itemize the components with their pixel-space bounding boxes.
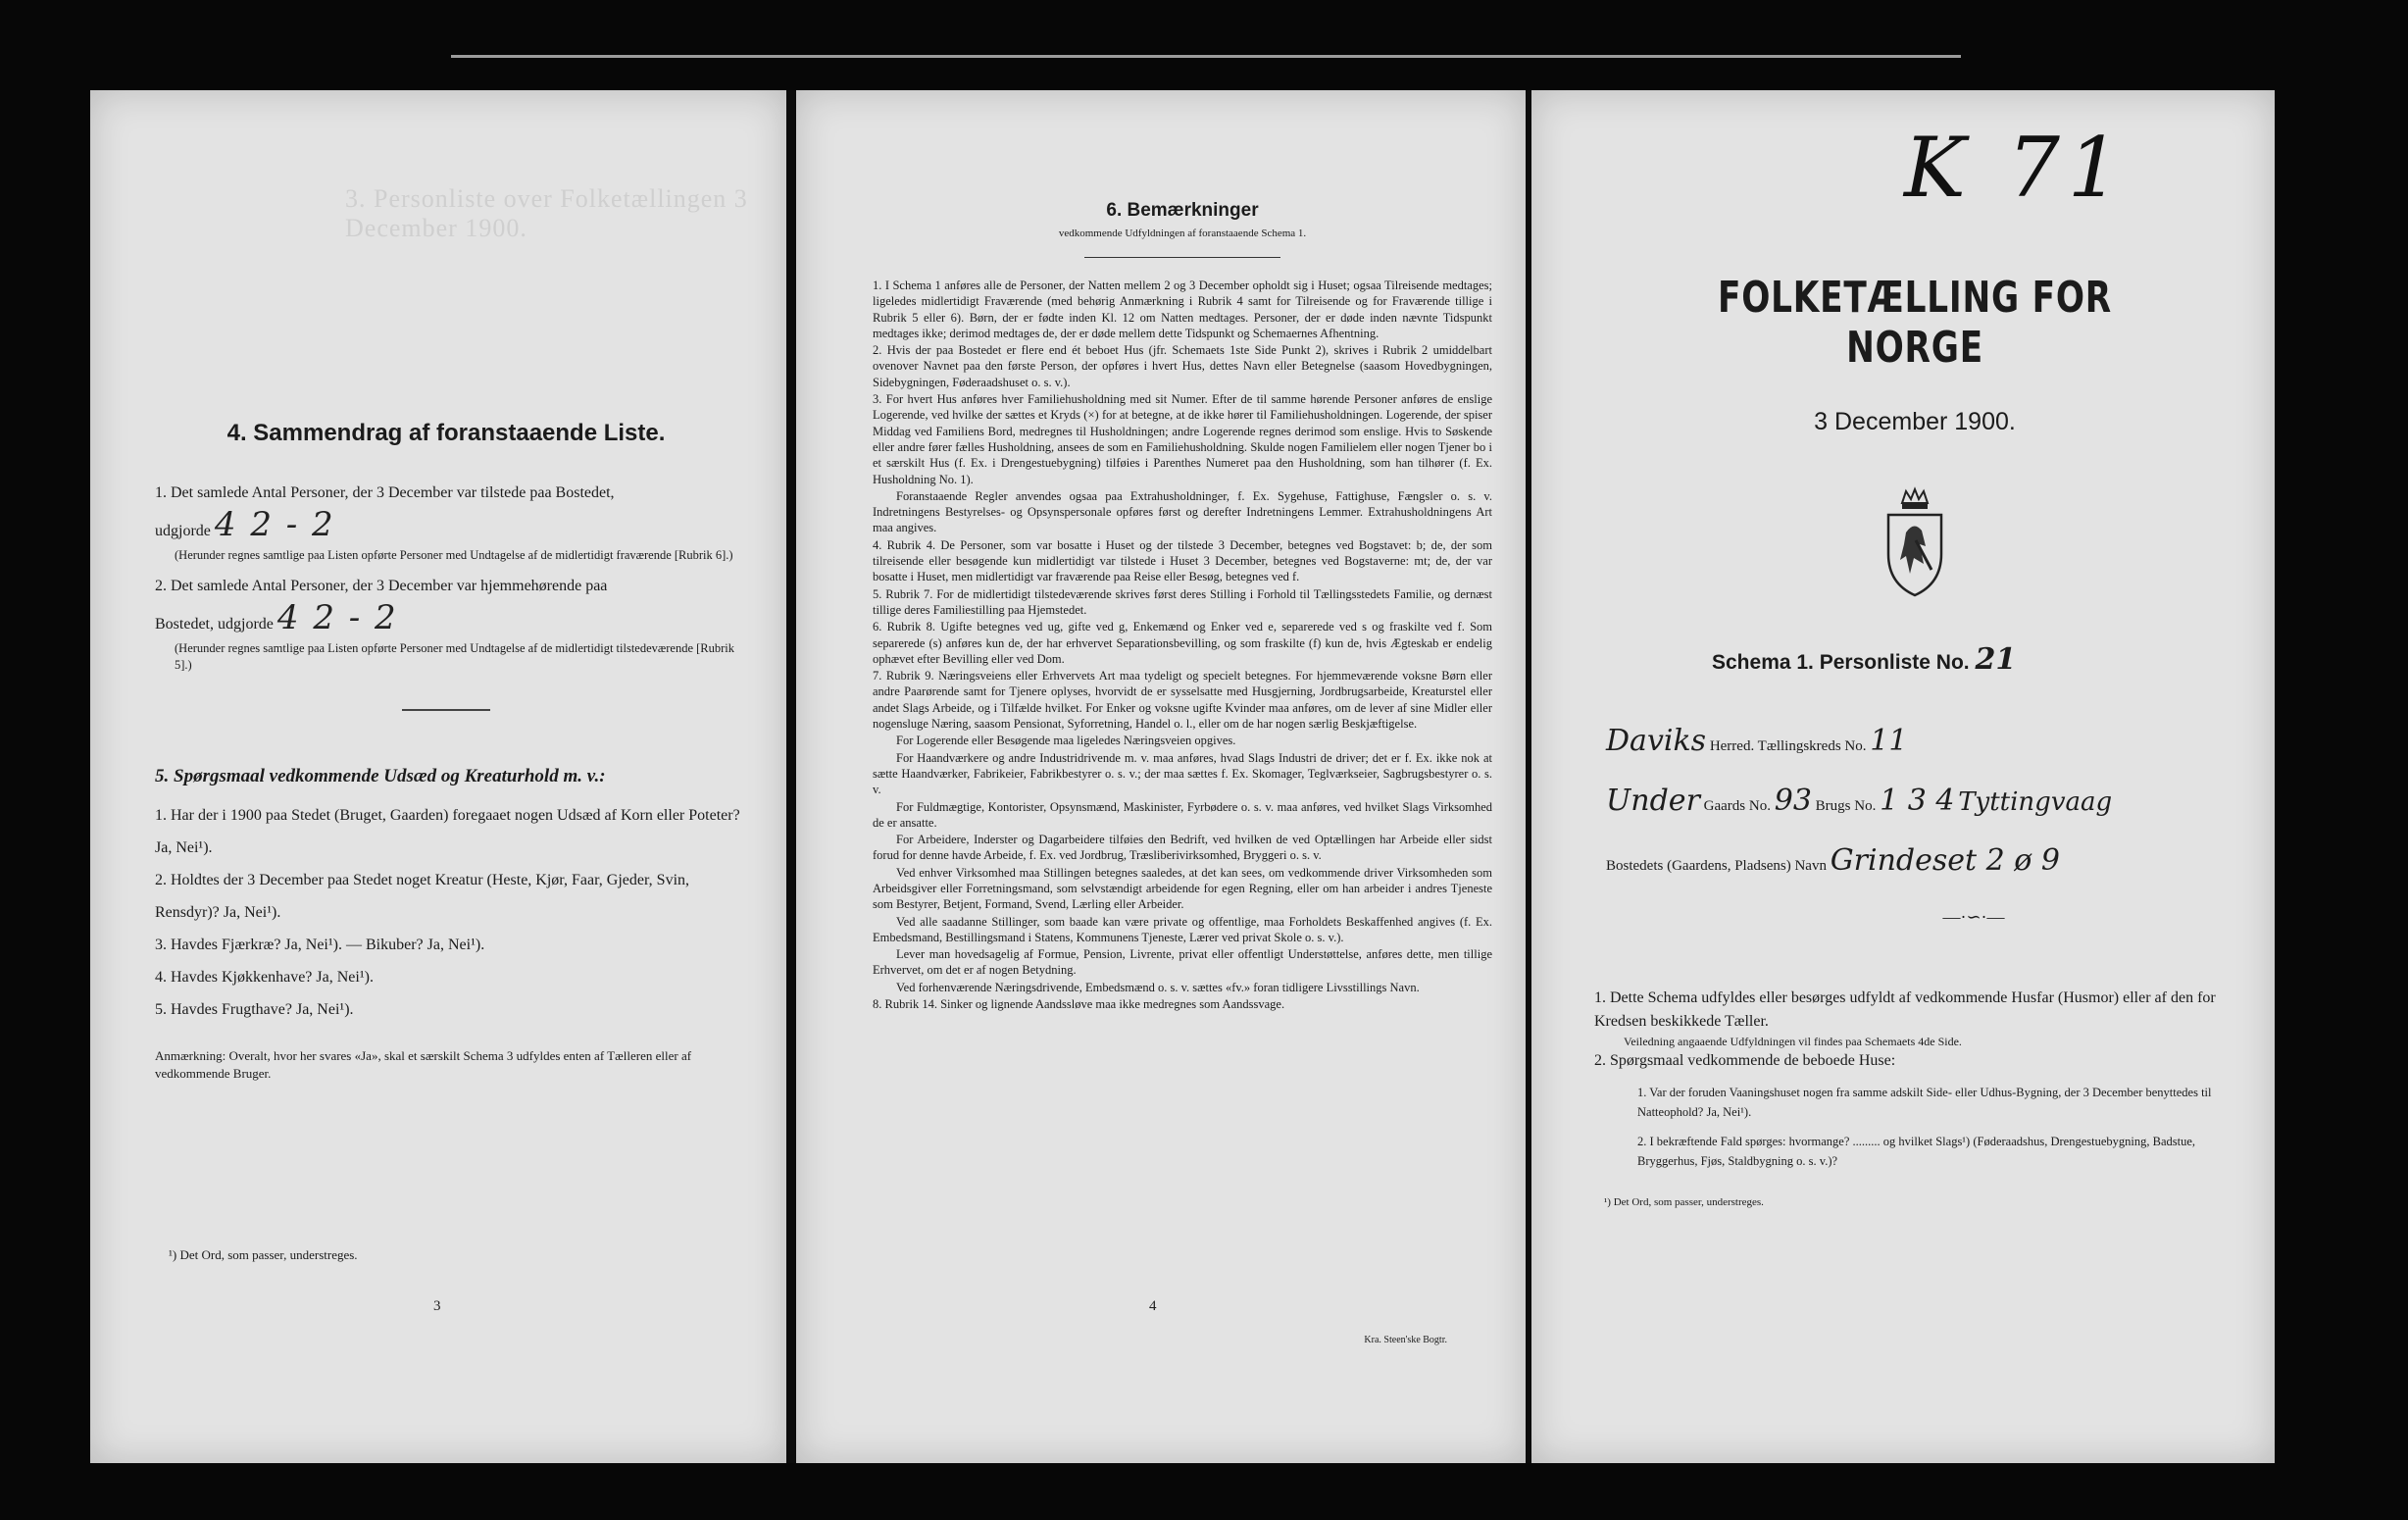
remark-item: For Fuldmægtige, Kontorister, Opsynsmænd, Maskinister, Fyrbødere o. s. v. maa anføres, ved hvilket Slags Virksomhed de er ansatte. — [873, 799, 1492, 830]
remark-item: Lever man hovedsagelig af Formue, Pension, Livrente, privat eller offentligt Understøttelse, anføres dette, men tillige Erhvervet, om det er af nogen Betydning. — [873, 947, 1492, 978]
bosted-name-alt: Tyttingvaag — [1958, 787, 2113, 817]
printer-mark: Kra. Steen'ske Bogtr. — [1364, 1335, 1447, 1345]
page-1-cover — [1531, 90, 2275, 1463]
remark-item: 3. For hvert Hus anføres hver Familiehusholdning med sit Numer. Efter de til samme hørende Personer anføres de enslige Logerende, ved hvilke der sættes et Kryds (×) for at betegne, at de ikke hører til Familiehusholdningen. Logerende, der spiser Middag ved Familiens Bord, medregnes til Husholdningen; andre Logerende regnes derimod som enslige. Hvis to Søskende eller andre fører fælles Husholdning, ansees de som en Familiehusholdning. Skulde nogen Familielem eller nogen Tjener bo i et særskilt Hus (f. Ex. i Drengestuebygning) tilføies i Parenthes Numeret paa den Husholdning, som han tilhører (f. Ex. Husholdning No. 1). — [873, 392, 1492, 486]
page-4 — [796, 90, 1526, 1463]
divider — [402, 709, 490, 711]
summary-item-2-label: Bostedet, udgjorde — [155, 616, 274, 633]
question-4: 4. Havdes Kjøkkenhave? Ja, Nei¹). — [155, 969, 374, 986]
summary-item-2-text: 2. Det samlede Antal Personer, der 3 December var hjemmehørende paa — [155, 578, 608, 594]
remark-item: 1. I Schema 1 anføres alle de Personer, der Natten mellem 2 og 3 December opholdt sig i Huset; ogsaa Tilreisende medtages; ligeledes midlertidigt Fraværende (med behørig Anmærkning i Rubrik 4 samt for Tilreisende og for Fraværende tillige i Rubrik 5 eller 6). Børn, der er fødte inden Kl. 12 om Natten medtages. Personer, der er døde inden nævnte Tidspunkt medtages ikke; derimod medtages de, der er døde mellem dette Tidspunkt og Schemaernes Afhentning. — [873, 279, 1492, 340]
question-2: 2. Holdtes der 3 December paa Stedet noget Kreatur (Heste, Kjør, Faar, Gjeder, Svin, Rensdyr)? Ja, Nei¹). — [155, 872, 690, 921]
section-5-title: 5. Spørgsmaal vedkommende Udsæd og Kreaturhold m. v.: — [155, 766, 606, 786]
divider — [1084, 257, 1280, 258]
remarks-subtitle: vedkommende Udfyldningen af foranstaaende Schema 1. — [1058, 228, 1307, 239]
summary-item-1 — [155, 477, 751, 547]
remark-item: 8. Rubrik 14. Sinker og lignende Aandssløve maa ikke medregnes som Aandssvage. — [873, 997, 1285, 1012]
remark-item: For Logerende eller Besøgende maa ligeledes Næringsveien opgives. — [896, 734, 1236, 748]
ornament-icon: —·∽·— — [1942, 907, 2005, 927]
footnote: ¹) Det Ord, som passer, understreges. — [169, 1247, 358, 1262]
remark-item: For Arbeidere, Inderster og Dagarbeidere tilføies den Bedrift, ved hvilken de ved Optællingen har Arbeide eller sidst forud for denne havde Arbeide, f. Ex. ved Jordbrug, Træsliberivirksomhed, Bryggeri o. s. v. — [873, 833, 1492, 863]
norwegian-coat-of-arms-icon — [1881, 485, 1949, 599]
document-title: FOLKETÆLLING FOR NORGE — [1717, 273, 2113, 373]
bleed-through-text: 3. Personliste over Folketællingen 3 December 1900. — [345, 184, 748, 242]
remark-item: Ved enhver Virksomhed maa Stillingen betegnes saaledes, at det kan sees, om vedkommende driver Virksomheden som Arbeidsgiver eller Forretningsmand, som selvstændigt arbeidende for egen Regning, eller om han arbeider i andres Tjeneste som Bestyrer, Betjent, Formand, Svend, Lærling eller Arbeider. — [873, 865, 1492, 912]
house-question-2: 2. I bekræftende Fald spørges: hvormange? ......... og hvilket Slags¹) (Føderaadshus, Drengestuebygning, Badstue, Bryggerhus, Fjøs, Staldbygning o. s. v.)? — [1637, 1135, 2196, 1168]
schema-line — [1712, 642, 2235, 677]
remark-item: 6. Rubrik 8. Ugifte betegnes ved ug, gifte ved g, Enkemænd og Enker ved e, separerede ved s og fraskilte ved f. Som separerede (s) anføres kun de, der har erhvervet Separationsbevilling, og som fraskilte (f) kun de, hvis Ægteskab er endelig ophævet efter Bevilling eller ved Dom. — [873, 620, 1492, 666]
section-4-title: 4. Sammendrag af foranstaaende Liste. — [226, 420, 666, 446]
top-rule — [451, 55, 1961, 58]
remark-item: Ved forhenværende Næringsdrivende, Embedsmænd o. s. v. sættes «fv.» foran tidligere Livsstillings Navn. — [896, 980, 1420, 994]
instruction-1-note: Veiledning angaaende Udfyldningen vil findes paa Schemaets 4de Side. — [1624, 1035, 1962, 1048]
instruction-1: 1. Dette Schema udfyldes eller besørges udfyldt af vedkommende Husfar (Husmor) eller af den for Kredsen beskikkede Tæller. — [1594, 989, 2216, 1030]
krets-number: 11 — [1870, 724, 1908, 758]
personliste-number: 21 — [1975, 642, 2017, 677]
summary-item-1-handwritten-count: 4 2 - 2 — [214, 505, 335, 544]
remark: Anmærkning: Overalt, hvor her svares «Ja», skal et særskilt Schema 3 udfyldes enten af Tælleren eller af vedkommende Bruger. — [155, 1048, 692, 1081]
summary-item-2-note: (Herunder regnes samtlige paa Listen opførte Personer med Undtagelse af de midlertidigt tilstedeværende [Rubrik 5].) — [175, 641, 735, 672]
bosted-name: Grindeset 2 ø 9 — [1830, 843, 2060, 878]
gaard-prefix: Under — [1606, 784, 1700, 818]
summary-item-1-label: udgjorde — [155, 523, 211, 539]
remark-item: Ved alle saadanne Stillinger, som baade kan være private og offentlige, maa Forholdets Beskaffenhed angives (f. Ex. Embedsmand, Bestillingsmand i Statens, Kommunens Tjeneste, Lærer ved privat Skole o. s. v.). — [873, 914, 1492, 944]
summary-item-2 — [155, 570, 751, 640]
gaard-line — [1606, 774, 2235, 834]
remark-item: For Haandværkere og andre Industridrivende m. v. maa anføres, hvad Slags Industri de driver; det er f. Ex. ikke nok at sætte Haandværker, Fabrikeier, Fabrikbestyrer o. s. v.; der maa sættes f. Ex. Skomager, Teglværkseier, Sagbrugsbestyrer o. s. v. — [873, 750, 1492, 797]
remark-item: 5. Rubrik 7. For de midlertidigt tilstedeværende skrives først deres Stilling i Forhold til Tællingsstedets Familie, og dernæst tillige deres Familiestilling paa Hjemstedet. — [873, 586, 1492, 617]
remark-item: 7. Rubrik 9. Næringsveiens eller Erhvervets Art maa tydeligt og specielt betegnes. For hjemmeværende voksne Børn eller andre Paarørende samt for Tjenere oplyses, hvorvidt de er sysselsatte med Husgjerning, Jordbrugsarbeide, Kreaturstel eller andet Slags Arbeide, og i Tilfælde hvilket. For Enker og voksne ugifte Kvinder maa anføres, om de lever af sine Midler eller nogensluge Næring, saasom Pensionat, Syforretning, Handel o. l., eller om de har nogen særlig Beskjæftigelse. — [873, 669, 1492, 732]
remark-item: Foranstaaende Regler anvendes ogsaa paa Extrahusholdninger, f. Ex. Sygehuse, Fattighuse, Fængsler o. s. v. Indretningens Bestyrelses- og Opsynspersonale opføres først og derefter Indretningens Lemmer. Extrahusholdningens Art maa angives. — [873, 488, 1492, 535]
census-date: 3 December 1900. — [1814, 408, 2016, 435]
question-5: 5. Havdes Frugthave? Ja, Nei¹). — [155, 1001, 354, 1018]
bosted-label: Bostedets (Gaardens, Pladsens) Navn — [1606, 858, 1827, 874]
summary-item-2-handwritten-count: 4 2 - 2 — [276, 598, 398, 637]
gaard-label: Gaards No. — [1703, 798, 1771, 814]
page-number: 4 — [1149, 1298, 1157, 1314]
herred-label: Herred. Tællingskreds No. — [1709, 738, 1867, 754]
question-3: 3. Havdes Fjærkræ? Ja, Nei¹). — Bikuber? Ja, Nei¹). — [155, 937, 485, 953]
page-3 — [90, 90, 786, 1463]
herred-name: Daviks — [1606, 724, 1707, 758]
bosted-line — [1606, 834, 2235, 893]
footnote: ¹) Det Ord, som passer, understreges. — [1604, 1196, 1764, 1208]
summary-item-1-note: (Herunder regnes samtlige paa Listen opførte Personer med Undtagelse af de midlertidigt fraværende [Rubrik 6].) — [175, 548, 733, 562]
house-question-1: 1. Var der foruden Vaaningshuset nogen fra samme adskilt Side- eller Udhus-Bygning, der 3 December benyttedes til Natteophold? Ja, Nei¹). — [1637, 1086, 2212, 1119]
handwritten-archive-number: K 71 — [1904, 120, 2129, 216]
remark-item: 4. Rubrik 4. De Personer, som var bosatte i Huset og der tilstede 3 December, betegnes ved Bogstavet: b; de, der som tilreisende eller besøgende kun midlertidigt var tilstede i Huset 3 December, betegnes ved Bogstaverne: mt; de, der var bosatte i Huset, men midlertidigt var fraværende paa Reise eller Besøg, betegnes ved f. — [873, 537, 1492, 584]
question-1: 1. Har der i 1900 paa Stedet (Bruget, Gaarden) foregaaet nogen Udsæd af Korn eller Poteter? Ja, Nei¹). — [155, 807, 740, 856]
instruction-2: 2. Spørgsmaal vedkommende de beboede Huse: — [1594, 1052, 1896, 1069]
spine — [786, 90, 796, 1463]
gaard-number: 93 — [1774, 784, 1812, 818]
remarks-list — [873, 278, 1492, 1012]
summary-item-1-text: 1. Det samlede Antal Personer, der 3 December var tilstede paa Bostedet, — [155, 484, 615, 501]
brugs-number: 1 3 4 — [1880, 784, 1955, 818]
schema-label: Schema 1. Personliste No. — [1712, 651, 1970, 674]
brugs-label: Brugs No. — [1815, 798, 1877, 814]
remarks-title: 6. Bemærkninger — [1106, 200, 1259, 221]
page-number: 3 — [433, 1298, 441, 1314]
remark-item: 2. Hvis der paa Bostedet er flere end ét beboet Hus (jfr. Schemaets 1ste Side Punkt 2), skrives i Rubrik 2 umiddelbart ovenover Navnet paa den første Person, der opføres i hvert Hus, dettes Navn eller Betegnelse (saasom Hovedbygningen, Sidebygningen, Føderaadshuset o. s. v.). — [873, 343, 1492, 389]
herred-line — [1606, 714, 2235, 774]
